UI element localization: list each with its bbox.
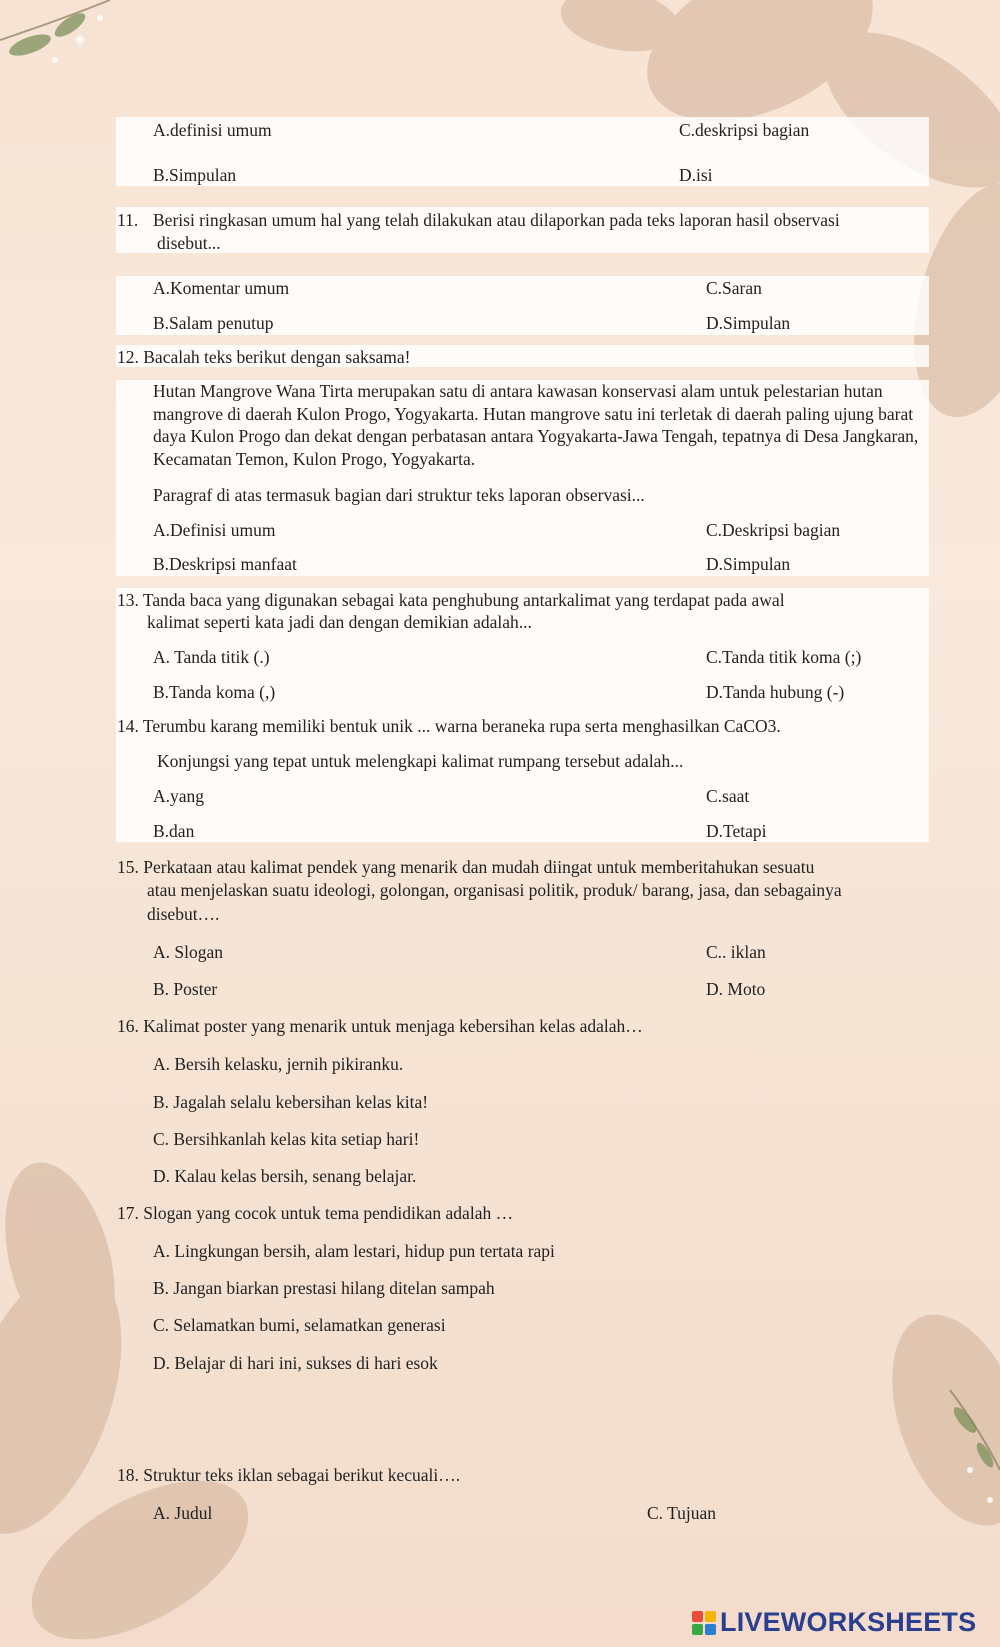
q14-option-a[interactable]: A.yang xyxy=(153,786,205,806)
q14-question-line2: Konjungsi yang tepat untuk melengkapi kalimat rumpang tersebut adalah... xyxy=(157,751,684,771)
q12-passage: Hutan Mangrove Wana Tirta merupakan satu di antara kawasan konservasi alam untuk pelestarian hutan mangrove di daerah Kulon Progo, Yogyakarta. Hutan mangrove satu ini terletak di daerah paling ujung barat daya Kulon Progo dan dekat dengan perbatasan antara Yogyakarta-Jawa Tengah, tepatnya di Desa Jangkaran, Kecamatan Temon, Kulon Progo, Yogyakarta. xyxy=(153,381,919,469)
q11-option-a[interactable]: A.Komentar umum xyxy=(153,278,290,298)
q13-option-d[interactable]: D.Tanda hubung (-) xyxy=(706,682,845,702)
q11-number: 11. xyxy=(117,210,139,230)
q12-prompt: Paragraf di atas termasuk bagian dari struktur teks laporan observasi... xyxy=(153,485,645,505)
q12-question: 12. Bacalah teks berikut dengan saksama! xyxy=(117,347,411,367)
q15-option-c[interactable]: C.. iklan xyxy=(706,942,766,962)
q17-question: 17. Slogan yang cocok untuk tema pendidikan adalah … xyxy=(117,1203,514,1223)
q13-question-line1: 13. Tanda baca yang digunakan sebagai kata penghubung antarkalimat yang terdapat pada awal xyxy=(117,590,785,610)
q15-option-a[interactable]: A. Slogan xyxy=(153,942,223,962)
q11-option-b[interactable]: B.Salam penutup xyxy=(153,313,274,333)
q17-option-d[interactable]: D. Belajar di hari ini, sukses di hari esok xyxy=(153,1353,438,1373)
q14-option-c[interactable]: C.saat xyxy=(706,786,750,806)
q11-question-line1: Berisi ringkasan umum hal yang telah dilakukan atau dilaporkan pada teks laporan hasil observasi xyxy=(153,210,840,230)
q12-option-b[interactable]: B.Deskripsi manfaat xyxy=(153,554,297,574)
q13-option-a[interactable]: A. Tanda titik (.) xyxy=(153,647,270,667)
q10-option-a[interactable]: A.definisi umum xyxy=(153,120,272,140)
q16-option-c[interactable]: C. Bersihkanlah kelas kita setiap hari! xyxy=(153,1129,420,1149)
q16-option-d[interactable]: D. Kalau kelas bersih, senang belajar. xyxy=(153,1166,417,1186)
q15-question-line3: disebut…. xyxy=(147,904,220,924)
q17-option-a[interactable]: A. Lingkungan bersih, alam lestari, hidup pun tertata rapi xyxy=(153,1241,555,1261)
q15-question-line1: 15. Perkataan atau kalimat pendek yang menarik dan mudah diingat untuk memberitahukan sesuatu xyxy=(117,857,815,877)
q12-option-d[interactable]: D.Simpulan xyxy=(706,554,791,574)
q16-question: 16. Kalimat poster yang menarik untuk menjaga kebersihan kelas adalah… xyxy=(117,1016,643,1036)
q18-question: 18. Struktur teks iklan sebagai berikut kecuali…. xyxy=(117,1465,461,1485)
q13-option-c[interactable]: C.Tanda titik koma (;) xyxy=(706,647,862,667)
liveworksheets-logo xyxy=(692,1607,976,1638)
liveworksheets-logo-icon xyxy=(692,1611,716,1635)
q11-question-line2: disebut... xyxy=(157,233,221,253)
q13-question-line2: kalimat seperti kata jadi dan dengan demikian adalah... xyxy=(147,612,532,632)
q15-option-b[interactable]: B. Poster xyxy=(153,979,218,999)
liveworksheets-logo-text: LIVEWORKSHEETS xyxy=(720,1607,977,1637)
q16-option-a[interactable]: A. Bersih kelasku, jernih pikiranku. xyxy=(153,1054,404,1074)
q18-option-c[interactable]: C. Tujuan xyxy=(647,1503,717,1523)
q14-question-line1: 14. Terumbu karang memiliki bentuk unik ... warna beraneka rupa serta menghasilkan CaCO3. xyxy=(117,716,781,736)
q14-option-b[interactable]: B.dan xyxy=(153,821,195,841)
q17-option-b[interactable]: B. Jangan biarkan prestasi hilang ditelan sampah xyxy=(153,1278,495,1298)
q16-option-b[interactable]: B. Jagalah selalu kebersihan kelas kita! xyxy=(153,1092,429,1112)
q10-option-d[interactable]: D.isi xyxy=(679,165,713,185)
q14-option-d[interactable]: D.Tetapi xyxy=(706,821,767,841)
q18-option-a[interactable]: A. Judul xyxy=(153,1503,213,1523)
q15-question-line2: atau menjelaskan suatu ideologi, golongan, organisasi politik, produk/ barang, jasa, dan sebagainya xyxy=(147,880,842,900)
q12-option-a[interactable]: A.Definisi umum xyxy=(153,520,276,540)
q11-option-c[interactable]: C.Saran xyxy=(706,278,762,298)
q13-option-b[interactable]: B.Tanda koma (,) xyxy=(153,682,276,702)
q15-option-d[interactable]: D. Moto xyxy=(706,979,766,999)
q17-option-c[interactable]: C. Selamatkan bumi, selamatkan generasi xyxy=(153,1315,446,1335)
q11-option-d[interactable]: D.Simpulan xyxy=(706,313,791,333)
q10-option-c[interactable]: C.deskripsi bagian xyxy=(679,120,810,140)
q12-option-c[interactable]: C.Deskripsi bagian xyxy=(706,520,841,540)
q10-option-b[interactable]: B.Simpulan xyxy=(153,165,237,185)
